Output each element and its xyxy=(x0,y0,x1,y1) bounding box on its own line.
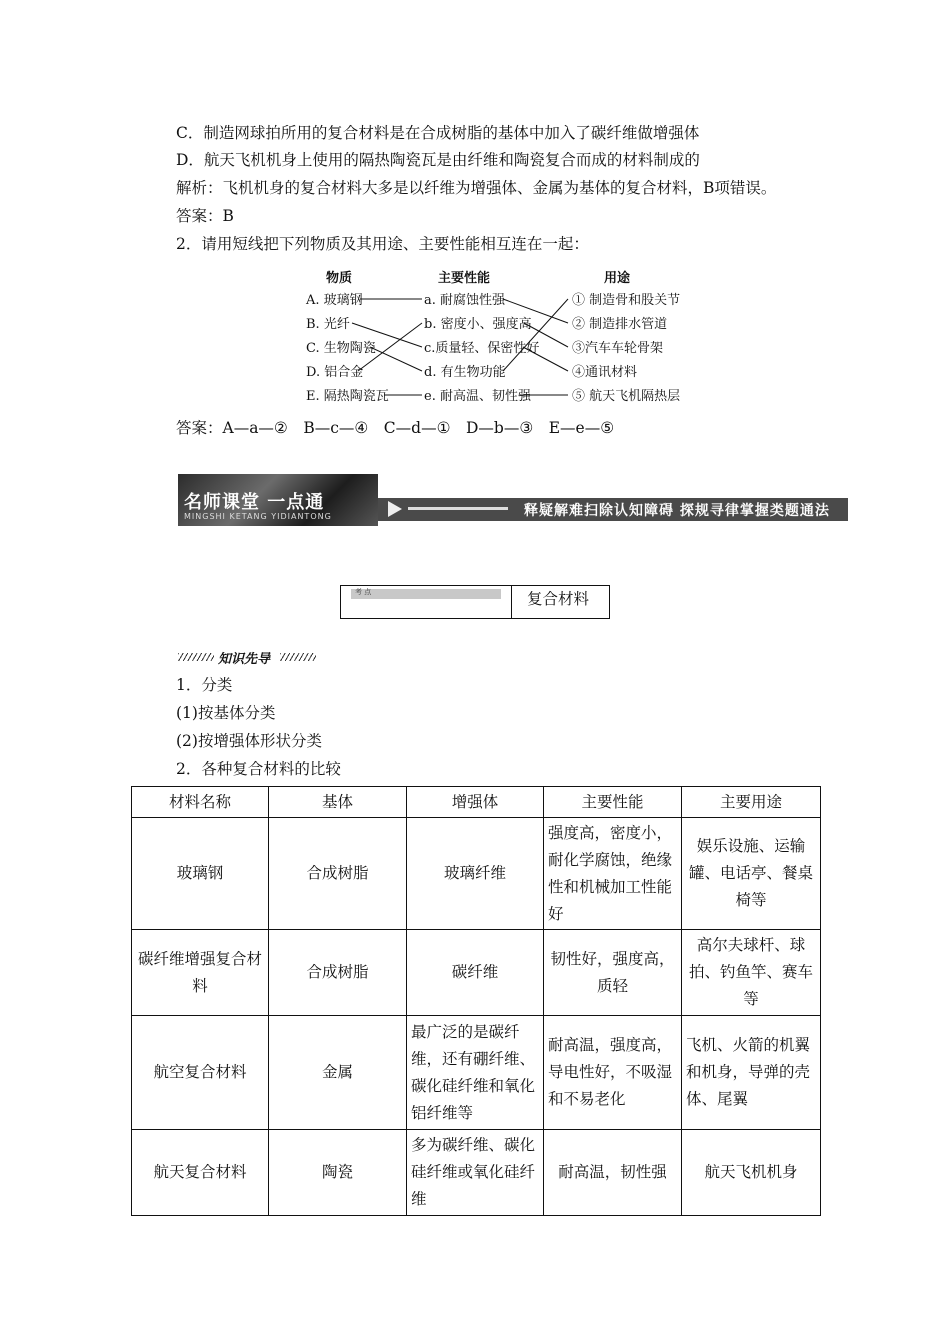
col-header: 增强体 xyxy=(407,787,544,818)
table-cell: 玻璃纤维 xyxy=(407,818,544,930)
play-arrow-icon xyxy=(388,501,402,517)
outline-h2: 2．各种复合材料的比较 xyxy=(176,760,341,778)
property-e: e. 耐高温、韧性强 xyxy=(424,389,531,404)
header-property: 主要性能 xyxy=(438,271,491,286)
table-cell: 合成树脂 xyxy=(269,930,407,1016)
material-b: B. 光纤 xyxy=(306,317,350,332)
banner-title: 名师课堂 一点通 xyxy=(184,492,325,513)
comparison-table xyxy=(131,786,821,1216)
table-cell: 高尔夫球杆、球拍、钓鱼竿、赛车等 xyxy=(682,930,821,1016)
analysis: 解析：飞机机身的复合材料大多是以纤维为增强体、金属为基体的复合材料，B项错误。 xyxy=(176,179,777,197)
material-e: E. 隔热陶瓷瓦 xyxy=(306,389,389,404)
table-cell: 多为碳纤维、碳化硅纤维或氧化硅纤维 xyxy=(407,1130,544,1216)
section-banner xyxy=(178,474,848,528)
material-c: C. 生物陶瓷 xyxy=(306,341,376,356)
header-use: 用途 xyxy=(604,271,631,286)
line-c-4 xyxy=(523,347,568,371)
outline-h1: 1．分类 xyxy=(176,676,233,694)
col-header: 主要用途 xyxy=(682,787,821,818)
table-cell: 航天飞机机身 xyxy=(682,1130,821,1216)
table-cell: 合成树脂 xyxy=(269,818,407,930)
table-cell: 娱乐设施、运输罐、电话亭、餐桌椅等 xyxy=(682,818,821,930)
table-row xyxy=(132,930,821,1016)
table-header-row xyxy=(132,787,821,818)
banner-pinyin: MINGSHI KETANG YIDIANTONG xyxy=(184,512,332,521)
line-d-1 xyxy=(503,299,568,371)
material-d: D. 铝合金 xyxy=(306,365,364,380)
table-cell: 金属 xyxy=(269,1016,407,1130)
use-3: ③汽车车轮骨架 xyxy=(572,341,664,356)
knowledge-heading xyxy=(178,648,318,666)
knowledge-heading-text: 知识先导 xyxy=(218,652,271,667)
matching-diagram xyxy=(300,268,700,408)
table-cell: 航天复合材料 xyxy=(132,1130,269,1216)
property-b: b. 密度小、强度高 xyxy=(424,317,532,332)
table-row xyxy=(132,1016,821,1130)
table-cell: 耐高温，韧性强 xyxy=(544,1130,682,1216)
table-cell: 强度高，密度小，耐化学腐蚀，绝缘性和机械加工性能好 xyxy=(544,818,682,930)
header-material: 物质 xyxy=(326,271,353,286)
answer-1: 答案：B xyxy=(176,207,234,225)
use-4: ④通讯材料 xyxy=(572,365,638,380)
table-cell: 飞机、火箭的机翼和机身，导弹的壳体、尾翼 xyxy=(682,1016,821,1130)
answer-2: 答案：A—a—② B—c—④ C—d—① D—b—③ E—e—⑤ xyxy=(176,419,615,437)
topic-title: 复合材料 xyxy=(527,590,590,608)
table-cell: 航空复合材料 xyxy=(132,1016,269,1130)
use-5: ⑤ 航天飞机隔热层 xyxy=(572,389,681,404)
table-row xyxy=(132,1130,821,1216)
table-cell: 碳纤维增强复合材料 xyxy=(132,930,269,1016)
table-cell: 韧性好，强度高，质轻 xyxy=(544,930,682,1016)
col-header: 基体 xyxy=(269,787,407,818)
hatch-left xyxy=(178,653,214,661)
table-cell: 碳纤维 xyxy=(407,930,544,1016)
topic-label-bar xyxy=(351,589,501,599)
col-header: 材料名称 xyxy=(132,787,269,818)
topic-label-cell xyxy=(341,586,512,618)
table-cell: 陶瓷 xyxy=(269,1130,407,1216)
material-a: A. 玻璃钢 xyxy=(306,293,363,308)
table-row xyxy=(132,818,821,930)
question-2: 2．请用短线把下列物质及其用途、主要性能相互连在一起： xyxy=(176,235,589,253)
topic-tag: 考 点 xyxy=(355,588,372,596)
option-c: C．制造网球拍所用的复合材料是在合成树脂的基体中加入了碳纤维做增强体 xyxy=(176,124,700,142)
table-cell: 玻璃钢 xyxy=(132,818,269,930)
hatch-right xyxy=(280,653,316,661)
table-cell: 最广泛的是碳纤维，还有硼纤维、碳化硅纤维和氧化铝纤维等 xyxy=(407,1016,544,1130)
line-C-d xyxy=(370,347,422,371)
table-cell: 耐高温，强度高，导电性好，不吸湿和不易老化 xyxy=(544,1016,682,1130)
property-a: a. 耐腐蚀性强 xyxy=(424,293,506,308)
option-d: D．航天飞机机身上使用的隔热陶瓷瓦是由纤维和陶瓷复合而成的材料制成的 xyxy=(176,151,700,169)
outline-s2: (2)按增强体形状分类 xyxy=(176,732,322,750)
use-1: ① 制造骨和股关节 xyxy=(572,293,681,308)
use-2: ② 制造排水管道 xyxy=(572,317,668,332)
property-c: c.质量轻、保密性好 xyxy=(424,341,540,356)
banner-slogan: 释疑解难扫除认知障碍 探规寻律掌握类题通法 xyxy=(524,503,830,519)
col-header: 主要性能 xyxy=(544,787,682,818)
property-d: d. 有生物功能 xyxy=(424,365,506,380)
banner-divider xyxy=(408,507,508,510)
outline-s1: (1)按基体分类 xyxy=(176,704,276,722)
topic-box xyxy=(340,585,610,619)
